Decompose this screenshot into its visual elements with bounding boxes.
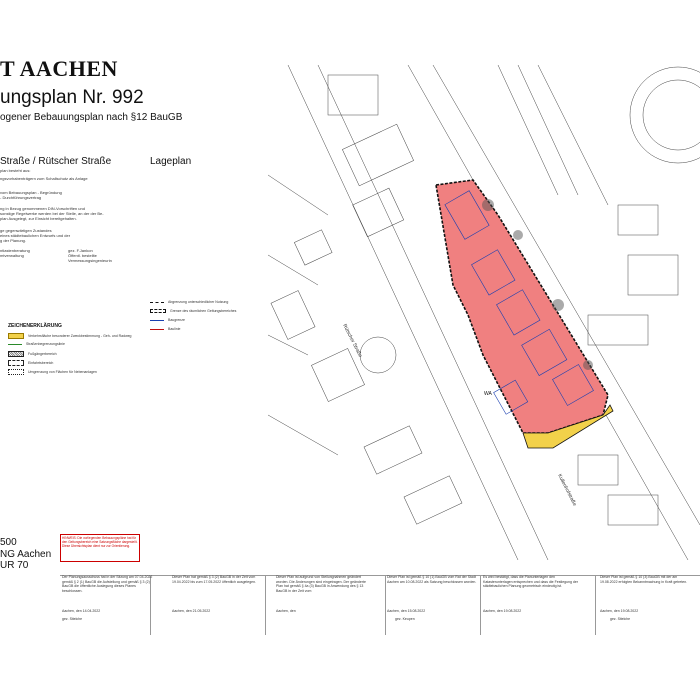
legend-symbol xyxy=(8,369,24,375)
site-map xyxy=(258,55,700,560)
legend-row xyxy=(8,351,57,357)
note-7: gez. F.Jankon Öffentl. bestellte Vermessungsingenieurin xyxy=(68,248,112,263)
legend-label: Straßenbegrenzungslinie xyxy=(26,342,65,346)
legend-label: Baugrenze xyxy=(168,318,185,322)
legend-label: Verkehrsfläche besonderer Zweckbestimmung - Geh- und Radweg xyxy=(28,334,132,338)
approval-text-4: Dieser Plan ist gemäß § 10 (1) BauGB vom Rat der Stadt Aachen am 10.08.2022 als Satzung beschlossen worden. xyxy=(387,575,477,584)
approval-strip xyxy=(0,575,700,635)
scale-format: UR 70 xyxy=(0,560,29,571)
note-3: vom Bebauungsplan - Begründung - Durchführungsvertrag xyxy=(0,190,62,200)
note-6: ntlastenberatung mtverwaltung xyxy=(0,248,30,258)
approval-date-1: Aachen, den 14.04.2022 xyxy=(62,609,101,613)
legend-label: Grenze des räumlichen Geltungsbereiches xyxy=(170,309,237,313)
note-5: ge gegenwärtigen Zustandes eines städtebaulichen Entwurfs und der g der Planung. xyxy=(0,228,71,243)
legend-symbol xyxy=(8,333,24,339)
approval-sig-4: gez. Keupen xyxy=(395,617,415,621)
legend-row xyxy=(150,300,228,304)
legend-symbol xyxy=(8,351,24,357)
approval-text-6: Dieser Plan ist gemäß § 10 (3) BauGB mit der am 19.08.2022 erfolgten Bekanntmachung in Kraft getreten. xyxy=(600,575,688,584)
scale-ratio: 500 xyxy=(0,537,17,548)
hint-box: HINWEIS: Die vorliegenden Bebauungspläne hat für den Geltungsbereich eine Satzungsfläche dargestellt. Diese Übersichtsplan dient nur zur Orientierung. xyxy=(60,534,140,562)
scale-office: NG Aachen xyxy=(0,549,52,560)
legend-row xyxy=(8,369,97,375)
divider xyxy=(385,575,386,635)
legend-symbol xyxy=(150,302,164,303)
legend-row xyxy=(8,360,53,366)
note-4: ng in Bezug genommenen DIN-Vorschriften und sonstige Regelwerke werden bei der Stelle, an der der Be- plan Ausgelegt, zur Einsicht bereitgehalten. xyxy=(0,206,104,221)
approval-text-1: Der Planungsausschuss hat in der Sitzung am 07.04.2022 gemäß § 2 (1) BauGB die Aufstellung und gemäß § 3 (2) BauGB die öffentliche Auslegung dieses Planes beschlossen. xyxy=(62,575,153,593)
approval-text-2: Dieser Plan hat gemäß § 3 (2) BauGB in der Zeit vom 19.04.2022 bis zum 17.05.2022 öffentlich ausgelegen. xyxy=(172,575,256,584)
approval-date-4: Aachen, den 15.08.2022 xyxy=(387,609,426,613)
legend-label: Umgrenzung von Flächen für Nebenanlagen xyxy=(28,370,97,374)
note-1: plan besteht aus: xyxy=(0,168,31,173)
legend-row xyxy=(8,342,65,346)
legend-row xyxy=(150,309,236,313)
approval-date-2: Aachen, den 21.05.2022 xyxy=(172,609,211,613)
legend-symbol xyxy=(8,344,22,345)
legend-heading: ZEICHENERKLÄRUNG xyxy=(8,323,62,329)
legend-label: Fußgängerbereich xyxy=(28,352,57,356)
legend-label: Einfahrtsbereich xyxy=(28,361,54,365)
legend-symbol xyxy=(8,360,24,366)
approval-sig-1: gez. Stielche xyxy=(62,617,83,621)
legend-symbol xyxy=(150,329,164,330)
legend-label: Baulinie xyxy=(168,327,181,331)
map-drawing xyxy=(258,55,700,560)
approval-sig-6: gez. Stielche xyxy=(610,617,631,621)
zone-label: WA xyxy=(484,391,492,397)
city-title: T AACHEN xyxy=(0,56,118,81)
approval-date-5: Aachen, den 19.08.2022 xyxy=(483,609,522,613)
legend-row xyxy=(150,327,180,331)
legend-label: Abgrenzung unterschiedlicher Nutzung xyxy=(168,300,229,304)
legend-symbol xyxy=(150,320,164,321)
plan-number: ungsplan Nr. 992 xyxy=(0,87,144,108)
approval-date-3: Aachen, den xyxy=(276,609,296,613)
legend-row xyxy=(8,333,132,339)
note-2: ngsvorhabenträgern zum Schallschutz als Anlage xyxy=(0,176,88,181)
legend-symbol xyxy=(150,309,166,313)
approval-date-6: Aachen, den 19.08.2022 xyxy=(600,609,639,613)
approval-text-3: Dieser Plan ist aufgrund von Stellungnahmen geändert worden. Die Änderungen sind eingetragen. Der geänderte Plan hat gemäß § 4a (3) BauGB in Anwendung des § 13 BauGB in der Zeit vom xyxy=(276,575,366,593)
approval-text-5: Es wird bestätigt, dass die Planunterlagen den Katasterunterlagen entsprechen und dass die Festlegung der städtebaulichen Planung geometrisch eindeutig ist. xyxy=(483,575,578,589)
divider xyxy=(595,575,596,635)
lageplan-label: Lageplan xyxy=(150,156,192,167)
street-label: Kullenhofstraße xyxy=(556,473,578,508)
plan-subtitle: ogener Bebauungsplan nach §12 BauGB xyxy=(0,112,183,123)
street-name: Straße / Rütscher Straße xyxy=(0,156,112,167)
street-label: Rütscher Straße xyxy=(341,323,364,359)
legend-row xyxy=(150,318,185,322)
